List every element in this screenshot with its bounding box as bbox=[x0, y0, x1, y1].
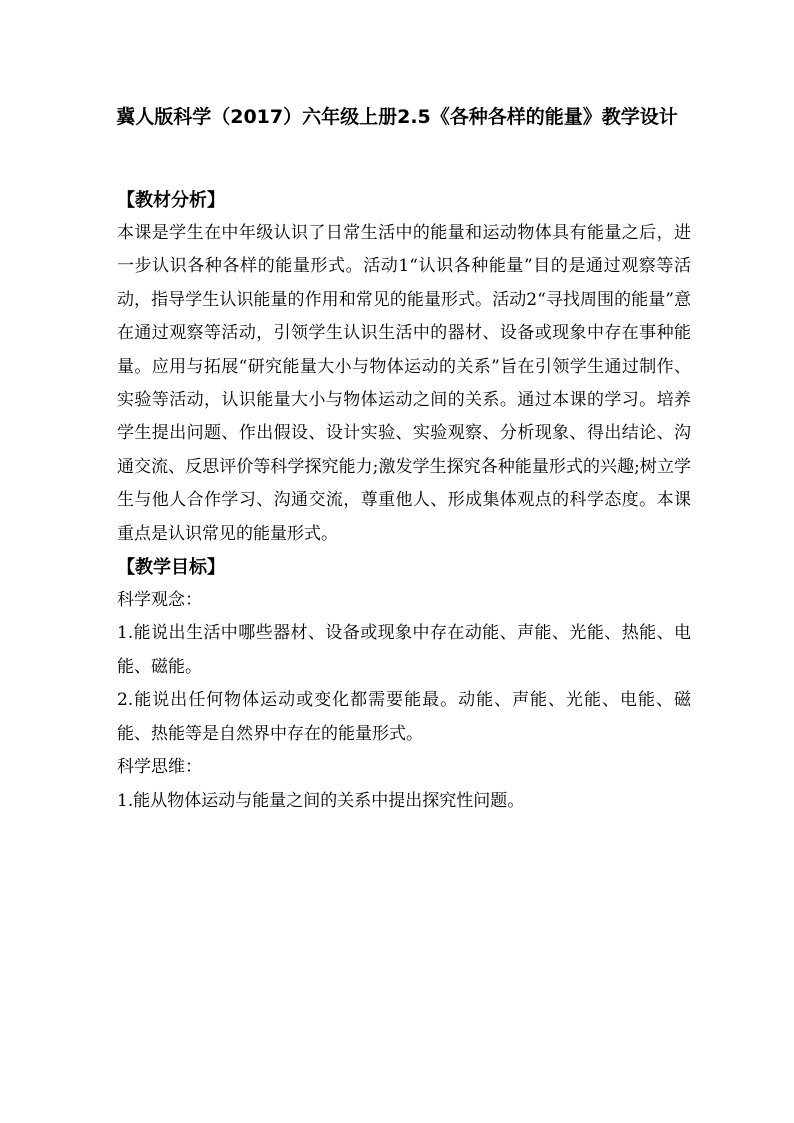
subheading-science-thinking: 科学思维： bbox=[117, 757, 202, 778]
document-title: 冀人版科学（2017）六年级上册2.5《各种各样的能量》教学设计 bbox=[116, 106, 678, 128]
document-body bbox=[117, 184, 691, 818]
subheading-science-concepts: 科学观念： bbox=[117, 590, 202, 611]
section-heading-teaching-objectives: 【教学目标】 bbox=[117, 557, 225, 579]
objective-item: 1.能从物体运动与能量之间的关系中提出探究性问题。 bbox=[117, 790, 525, 811]
textbook-analysis-paragraph: 本课是学生在中年级认识了日常生活中的能量和运动物体具有能量之后，进一步认识各种各样的能量形式。活动1“认识各种能量”目的是通过观察等活动，指导学生认识能量的作用和常见的能量形式。活动2“寻找周围的能量”意在通过观察等活动，引领学生认识生活中的器材、设备或现象中存在事种能量。应用与拓展“研究能量大小与物体运动的关系”旨在引领学生通过制作、实验等活动，认识能量大小与物体运动之间的关系。通过本课的学习。培养学生提出问题、作出假设、设计实验、实验观察、分析现象、得出结论、沟通交流、反思评价等科学探究能力;激发学生探究各种能量形式的兴趣;树立学生与他人合作学习、沟通交流，尊重他人、形成集体观点的科学态度。本课重点是认识常见的能量形式。 bbox=[117, 223, 691, 544]
objective-item: 1.能说出生活中哪些器材、设备或现象中存在动能、声能、光能、热能、电能、磁能。 bbox=[117, 623, 691, 677]
objective-item: 2.能说出任何物体运动或变化都需要能最。动能、声能、光能、电能、磁能、热能等是自然界中存在的能量形式。 bbox=[117, 690, 691, 744]
section-heading-textbook-analysis: 【教材分析】 bbox=[117, 190, 225, 211]
